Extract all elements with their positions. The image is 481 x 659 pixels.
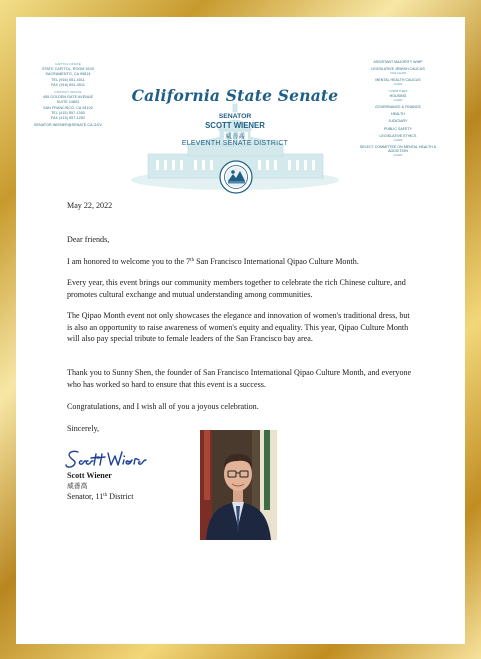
letter-paragraph-5: Congratulations, and I wish all of you a joyous celebration. xyxy=(67,402,259,411)
district-line: 455 GOLDEN GATE AVENUE xyxy=(42,95,94,100)
letterhead-left-offices xyxy=(20,62,116,128)
capitol-line: FAX (916) 651-4911 xyxy=(51,82,85,87)
letter-salutation: Dear friends, xyxy=(67,235,110,244)
ordinal-suffix: th xyxy=(103,493,108,498)
paragraph-text: San Francisco International Qipao Culture Month. xyxy=(194,257,359,266)
letter-closing: Sincerely, xyxy=(67,424,100,433)
role-title: LEGISLATIVE JEWISH CAUCUS xyxy=(371,67,425,72)
district-line: SUITE 14800 xyxy=(56,100,80,105)
role-title: JUDICIARY xyxy=(388,119,408,124)
letterhead-center xyxy=(120,60,350,200)
letterhead-right-roles xyxy=(352,60,444,157)
title-text: District xyxy=(107,492,134,501)
committees-caption: COMMITTEES xyxy=(388,89,408,94)
letter-paragraph-4: Thank you to Sunny Shen, the founder of San Francisco International Qipao Culture Month, and everyone who has worked so hard to ensure that this event is a success. xyxy=(67,368,412,389)
role-caption: CHAIR xyxy=(393,82,403,87)
letter-paragraph-3: The Qipao Month event not only showcases the elegance and innovation of women's traditional dress, but is also an opportunity to raise awareness of women's equity and equality. This year, Qipao Culture Month will also pay special tribute to female leaders of the San Francisco bay area. xyxy=(67,311,410,343)
district-line: TEL (415) 557-1300 xyxy=(51,110,85,115)
letter-paragraph-1 xyxy=(67,256,417,268)
title-text: Senator, 11 xyxy=(67,492,104,501)
senator-portrait-photo xyxy=(200,430,277,540)
role-caption: CHAIR xyxy=(393,98,403,103)
role-title: ASSISTANT MAJORITY WHIP xyxy=(373,60,423,64)
handwritten-signature xyxy=(64,448,148,470)
senator-name: SCOTT WIENER xyxy=(205,121,265,130)
paragraph-text: I am honored to welcome you to the 7 xyxy=(67,257,191,266)
role-title: LEGISLATIVE ETHICS xyxy=(379,133,417,138)
letter-date: May 22, 2022 xyxy=(67,201,113,210)
role-title: HEALTH xyxy=(391,112,405,117)
ordinal-suffix: th xyxy=(190,258,195,263)
role-title: SELECT COMMITTEE ON MENTAL HEALTH & ADDICTION xyxy=(359,144,437,154)
capitol-office-caption: CAPITOL OFFICE xyxy=(55,62,81,66)
senate-title: California State Senate xyxy=(131,86,339,105)
email-address: SENATOR.WIENER@SENATE.CA.GOV xyxy=(34,123,102,128)
role-title: GOVERNANCE & FINANCE xyxy=(375,105,421,109)
capitol-line: STATE CAPITOL, ROOM 5100 xyxy=(42,67,94,72)
role-title: PUBLIC SAFETY xyxy=(384,126,412,131)
letter-paragraph-2: Every year, this event brings our community members together to celebrate the rich Chinese culture, and promotes cultural exchange and mutual understanding among communities. xyxy=(67,278,406,299)
district-office-caption: DISTRICT OFFICE xyxy=(54,90,82,95)
capitol-line: TEL (916) 651-4011 xyxy=(51,77,85,82)
senator-chinese-name: 威善高 xyxy=(225,133,245,140)
role-title: HOUSING xyxy=(389,94,407,98)
signer-chinese-name: 威善高 xyxy=(67,482,88,490)
district-name: ELEVENTH SENATE DISTRICT xyxy=(181,140,289,147)
role-title: MENTAL HEALTH CAUCUS xyxy=(375,78,421,83)
state-seal-icon xyxy=(219,160,253,194)
senator-label: SENATOR xyxy=(218,113,252,120)
role-caption: CHAIR xyxy=(393,138,403,143)
capitol-line: SACRAMENTO, CA 95814 xyxy=(45,72,91,77)
district-line: FAX (415) 557-1252 xyxy=(50,116,86,121)
role-caption: VICE CHAIR xyxy=(389,71,406,76)
signer-name: Scott Wiener xyxy=(67,471,112,480)
role-caption: CHAIR xyxy=(393,152,403,157)
district-line: SAN FRANCISCO, CA 94102 xyxy=(43,105,93,110)
